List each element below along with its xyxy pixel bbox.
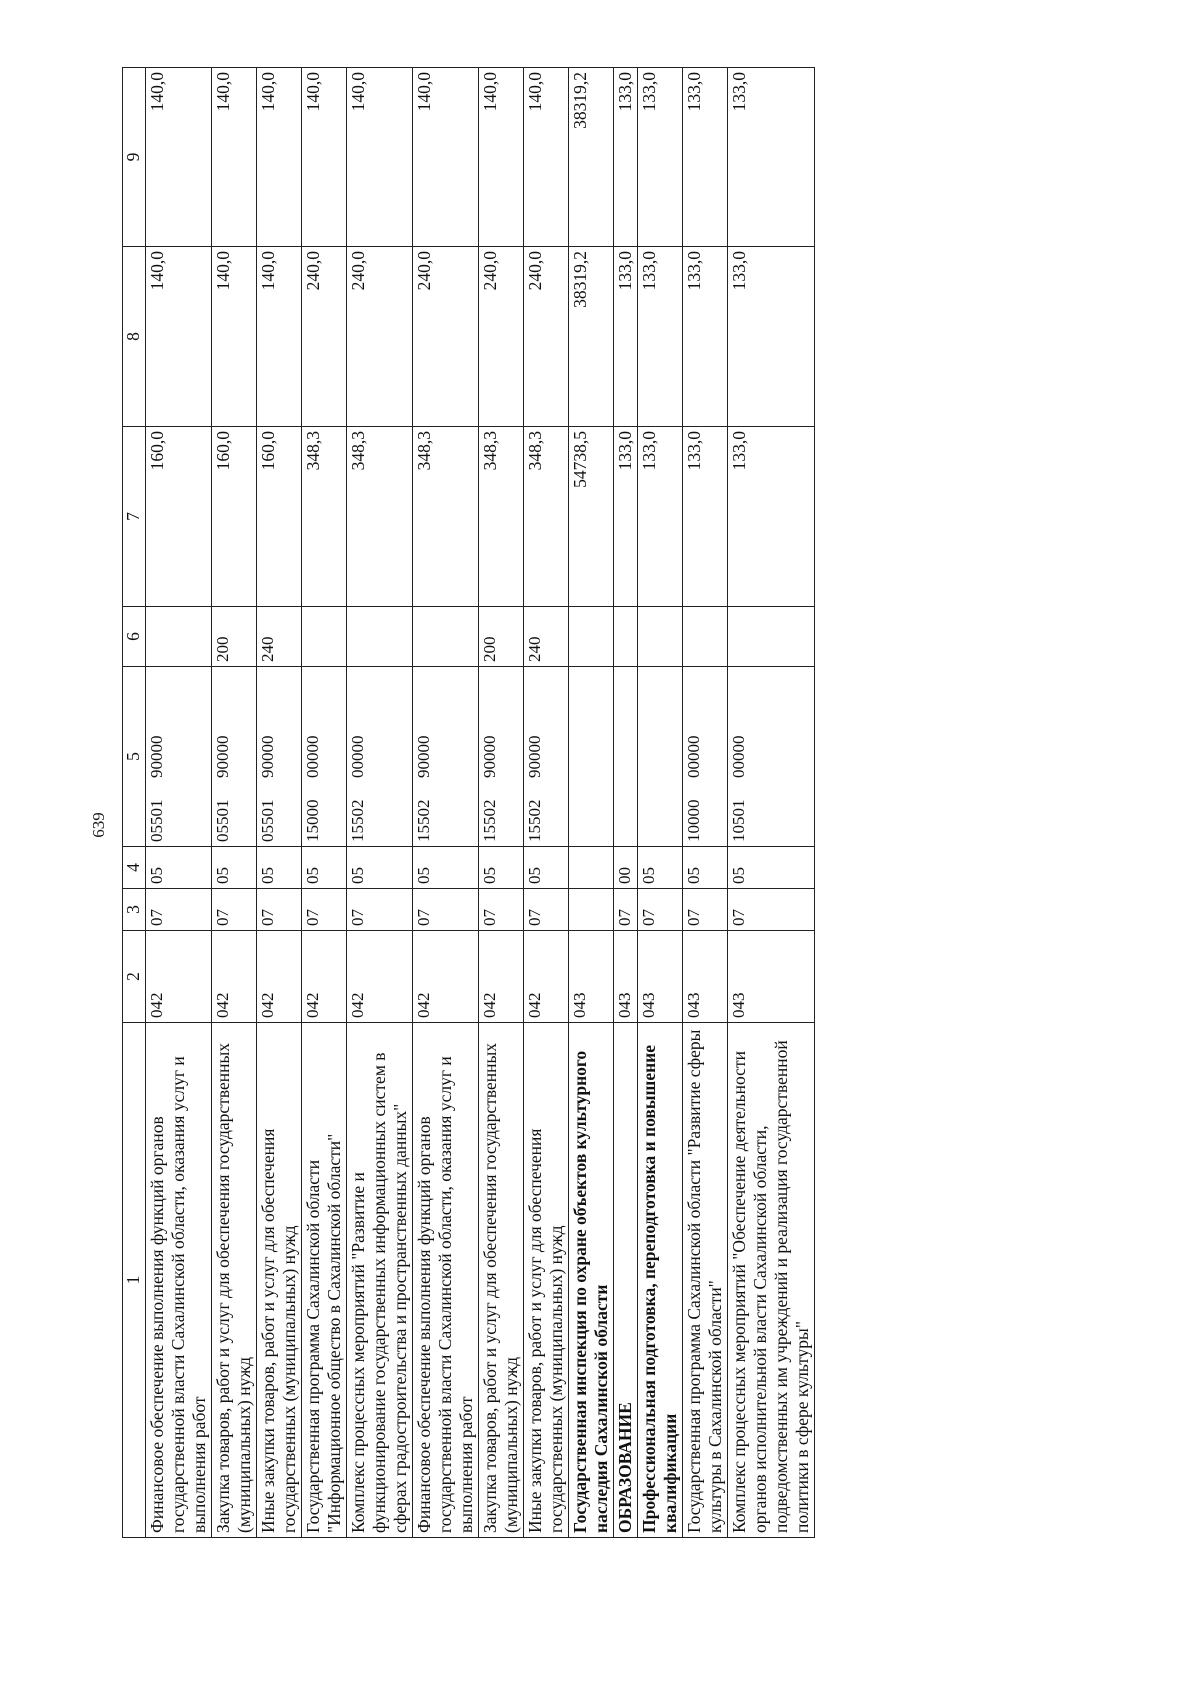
cell-col9: 133,0 [728,68,815,247]
cell-rz: 07 [728,889,815,931]
table-row [257,68,302,1538]
cell-col9: 140,0 [146,68,212,247]
table-row [302,68,347,1538]
cell-pr [569,847,614,889]
csr-part-a: 15502 [480,799,499,842]
cell-gr: 042 [212,931,257,1023]
csr-part-a: 15502 [525,799,544,842]
cell-col9: 140,0 [413,68,479,247]
cell-gr: 042 [524,931,569,1023]
table-row [614,68,638,1538]
row-name: Государственная инспекция по охране объектов культурного наследия Сахалинской области [569,1023,614,1538]
csr-part-a: 05501 [213,799,232,842]
cell-vr [413,607,479,667]
cell-col8: 133,0 [728,247,815,427]
cell-col9: 38319,2 [569,68,614,247]
cell-col7: 348,3 [524,427,569,607]
cell-col8: 240,0 [302,247,347,427]
csr-part-a: 10000 [684,799,703,842]
cell-col9: 133,0 [638,68,683,247]
cell-col9: 140,0 [524,68,569,247]
csr-part-b: 00000 [729,735,748,778]
csr-part-b: 00000 [684,735,703,778]
cell-pr: 05 [638,847,683,889]
cell-col7: 133,0 [614,427,638,607]
cell-col8: 133,0 [638,247,683,427]
csr-part-b: 90000 [414,735,433,778]
cell-pr: 05 [146,847,212,889]
cell-gr: 042 [413,931,479,1023]
cell-vr [569,607,614,667]
csr-part-a: 05501 [258,799,277,842]
column-header: 3 [123,889,146,931]
cell-pr: 05 [257,847,302,889]
row-name: ОБРАЗОВАНИЕ [614,1023,638,1538]
cell-csr [257,667,302,847]
cell-col7: 348,3 [347,427,413,607]
cell-csr [479,667,524,847]
cell-col9: 133,0 [683,68,728,247]
cell-pr: 05 [302,847,347,889]
cell-csr [524,667,569,847]
cell-vr [347,607,413,667]
cell-rz: 07 [302,889,347,931]
csr-part-a: 10501 [729,799,748,842]
table-row [212,68,257,1538]
cell-col7: 54738,5 [569,427,614,607]
cell-rz: 07 [146,889,212,931]
csr-part-a: 15502 [414,799,433,842]
table-row [683,68,728,1538]
cell-col7: 348,3 [479,427,524,607]
cell-col7: 160,0 [146,427,212,607]
column-header-row [123,68,146,1538]
csr-part-a: 05501 [147,799,166,842]
row-name: Комплекс процессных мероприятий "Обеспечение деятельности органов исполнительной власти Сахалинской области, подведомственных им учреждений и реализация государственной политики в сфере культуры" [728,1023,815,1538]
column-header: 4 [123,847,146,889]
row-name: Профессиональная подготовка, переподготовка и повышение квалификации [638,1023,683,1538]
row-name: Финансовое обеспечение выполнения функций органов государственной власти Сахалинской области, оказания услуг и выполнения работ [146,1023,212,1538]
cell-col8: 140,0 [146,247,212,427]
cell-gr: 043 [728,931,815,1023]
cell-csr [569,667,614,847]
cell-gr: 042 [479,931,524,1023]
cell-rz: 07 [257,889,302,931]
cell-col8: 240,0 [479,247,524,427]
table-row [146,68,212,1538]
cell-pr: 05 [347,847,413,889]
cell-gr: 043 [683,931,728,1023]
column-header: 2 [123,931,146,1023]
cell-pr: 05 [479,847,524,889]
table-row [569,68,614,1538]
cell-col8: 140,0 [212,247,257,427]
cell-gr: 042 [347,931,413,1023]
cell-rz: 07 [479,889,524,931]
csr-part-b: 00000 [303,735,322,778]
cell-col8: 133,0 [683,247,728,427]
table-row [638,68,683,1538]
csr-part-b: 00000 [348,735,367,778]
cell-col9: 133,0 [614,68,638,247]
cell-vr: 200 [212,607,257,667]
row-name: Иные закупки товаров, работ и услуг для обеспечения государственных (муниципальных) нужд [524,1023,569,1538]
cell-csr [413,667,479,847]
budget-table [122,67,815,1538]
row-name: Закупка товаров, работ и услуг для обеспечения государственных (муниципальных) нужд [479,1023,524,1538]
cell-gr: 043 [569,931,614,1023]
cell-col7: 133,0 [638,427,683,607]
cell-vr: 240 [524,607,569,667]
csr-part-b: 90000 [480,735,499,778]
cell-col7: 133,0 [683,427,728,607]
cell-rz: 07 [212,889,257,931]
row-name: Комплекс процессных мероприятий "Развитие и функционирование государственных информационных систем в сферах градостроительства и пространственных данных" [347,1023,413,1538]
column-header: 6 [123,607,146,667]
csr-part-b: 90000 [258,735,277,778]
cell-csr [728,667,815,847]
cell-rz: 07 [524,889,569,931]
cell-pr: 05 [728,847,815,889]
cell-gr: 043 [614,931,638,1023]
table-row [479,68,524,1538]
cell-col7: 133,0 [728,427,815,607]
cell-pr: 05 [212,847,257,889]
csr-part-b: 90000 [147,735,166,778]
column-header: 5 [123,667,146,847]
cell-gr: 042 [302,931,347,1023]
cell-vr [728,607,815,667]
page-number: 639 [88,812,108,838]
cell-vr [638,607,683,667]
cell-rz: 07 [638,889,683,931]
cell-col9: 140,0 [212,68,257,247]
cell-gr: 043 [638,931,683,1023]
cell-col8: 140,0 [257,247,302,427]
cell-csr [683,667,728,847]
cell-col7: 160,0 [257,427,302,607]
cell-csr [638,667,683,847]
cell-rz: 07 [614,889,638,931]
column-header: 8 [123,247,146,427]
csr-part-a: 15000 [303,799,322,842]
cell-col8: 240,0 [413,247,479,427]
cell-rz: 07 [683,889,728,931]
cell-rz [569,889,614,931]
cell-pr: 05 [683,847,728,889]
cell-rz: 07 [413,889,479,931]
csr-part-b: 90000 [525,735,544,778]
cell-col7: 348,3 [302,427,347,607]
table-row [524,68,569,1538]
cell-col8: 133,0 [614,247,638,427]
csr-part-b: 90000 [213,735,232,778]
column-header: 1 [123,1023,146,1538]
row-name: Иные закупки товаров, работ и услуг для обеспечения государственных (муниципальных) нужд [257,1023,302,1538]
row-name: Государственная программа Сахалинской области "Информационное общество в Сахалинской области" [302,1023,347,1538]
cell-csr [146,667,212,847]
cell-csr [302,667,347,847]
cell-vr: 200 [479,607,524,667]
table-row [728,68,815,1538]
cell-pr: 05 [413,847,479,889]
column-header: 7 [123,427,146,607]
cell-col8: 38319,2 [569,247,614,427]
table-row [347,68,413,1538]
cell-vr: 240 [257,607,302,667]
row-name: Финансовое обеспечение выполнения функций органов государственной власти Сахалинской области, оказания услуг и выполнения работ [413,1023,479,1538]
row-name: Государственная программа Сахалинской области "Развитие сферы культуры в Сахалинской области" [683,1023,728,1538]
cell-vr [683,607,728,667]
cell-pr: 05 [524,847,569,889]
cell-rz: 07 [347,889,413,931]
cell-col7: 348,3 [413,427,479,607]
rotated-table-container [122,68,1077,1538]
cell-csr [212,667,257,847]
cell-col8: 240,0 [524,247,569,427]
cell-col9: 140,0 [302,68,347,247]
table-body [146,68,815,1538]
cell-vr [614,607,638,667]
cell-vr [146,607,212,667]
cell-gr: 042 [257,931,302,1023]
cell-col9: 140,0 [479,68,524,247]
column-header: 9 [123,68,146,247]
table-row [413,68,479,1538]
cell-csr [614,667,638,847]
cell-csr [347,667,413,847]
csr-part-a: 15502 [348,799,367,842]
row-name: Закупка товаров, работ и услуг для обеспечения государственных (муниципальных) нужд [212,1023,257,1538]
cell-col9: 140,0 [257,68,302,247]
cell-col8: 240,0 [347,247,413,427]
cell-vr [302,607,347,667]
cell-col7: 160,0 [212,427,257,607]
cell-pr: 00 [614,847,638,889]
cell-col9: 140,0 [347,68,413,247]
cell-gr: 042 [146,931,212,1023]
